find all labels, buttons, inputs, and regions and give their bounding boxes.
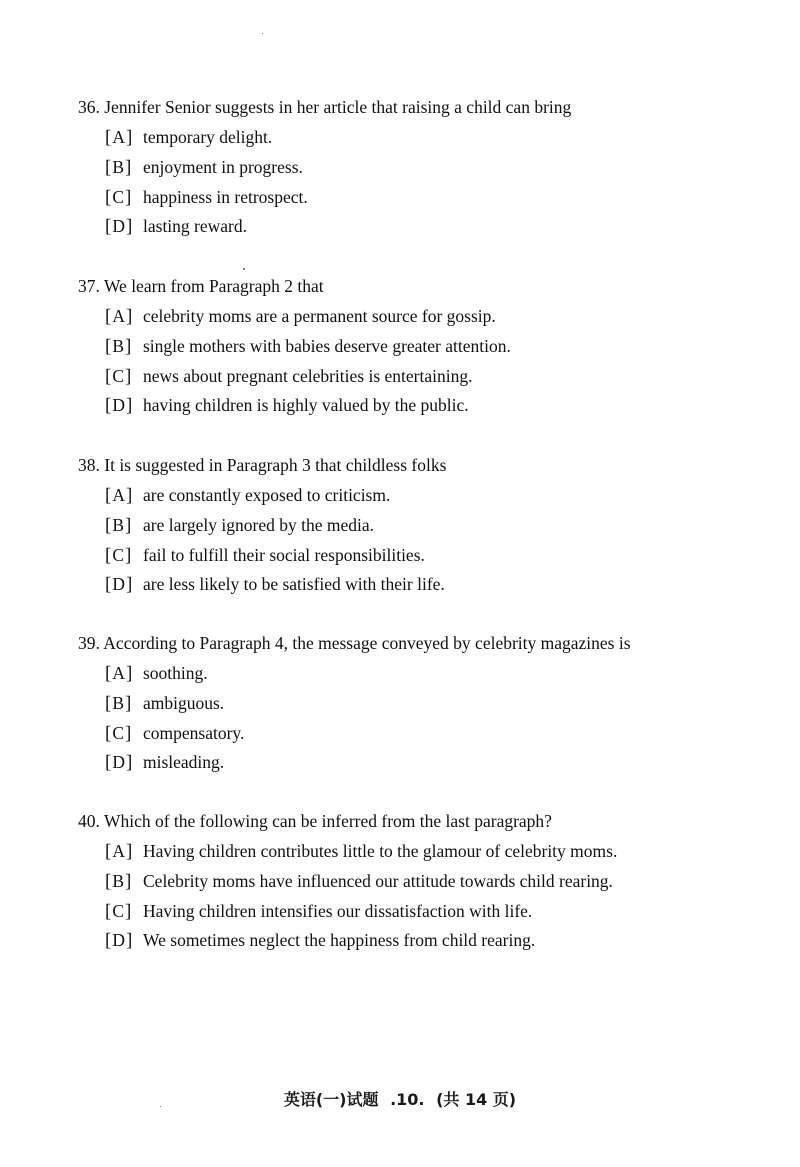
option-text: temporary delight. bbox=[143, 127, 273, 147]
option-c bbox=[105, 365, 768, 395]
option-letter: [B] bbox=[105, 335, 133, 357]
option-c bbox=[105, 544, 768, 574]
option-text: lasting reward. bbox=[143, 216, 247, 237]
question-37 bbox=[78, 275, 768, 424]
option-c bbox=[105, 900, 768, 930]
option-text: are less likely to be satisfied with their life. bbox=[143, 574, 445, 595]
question-38 bbox=[78, 454, 768, 603]
question-number: 38. bbox=[78, 455, 100, 475]
option-text: Having children intensifies our dissatisfaction with life. bbox=[143, 900, 533, 921]
question-stem bbox=[78, 454, 768, 484]
option-text: Celebrity moms have influenced our attitude towards child rearing. bbox=[143, 870, 613, 891]
question-number: 39. bbox=[78, 633, 100, 653]
option-d bbox=[105, 215, 768, 245]
option-letter: [C] bbox=[105, 900, 133, 922]
option-text: news about pregnant celebrities is entertaining. bbox=[143, 365, 473, 386]
option-text: misleading. bbox=[143, 752, 225, 773]
option-text: Having children contributes little to the glamour of celebrity moms. bbox=[143, 841, 618, 861]
question-text: We learn from Paragraph 2 that bbox=[103, 276, 324, 296]
scan-speck bbox=[262, 33, 263, 34]
option-text: ambiguous. bbox=[143, 692, 225, 713]
option-text: We sometimes neglect the happiness from child rearing. bbox=[143, 930, 536, 951]
question-text: It is suggested in Paragraph 3 that childless folks bbox=[104, 455, 447, 475]
question-39 bbox=[78, 632, 768, 781]
option-d bbox=[105, 573, 768, 603]
question-stem bbox=[78, 275, 768, 305]
option-letter: [A] bbox=[105, 485, 134, 506]
option-letter: [D] bbox=[105, 930, 134, 952]
question-number: 36. bbox=[78, 97, 100, 117]
option-text: having children is highly valued by the public. bbox=[143, 395, 469, 416]
question-number: 40. bbox=[78, 811, 100, 831]
option-text: compensatory. bbox=[143, 722, 245, 743]
question-text: Jennifer Senior suggests in her article that raising a child can bring bbox=[104, 97, 572, 117]
option-b bbox=[105, 514, 768, 544]
option-b bbox=[105, 156, 768, 186]
option-text: happiness in retrospect. bbox=[143, 186, 308, 207]
option-d bbox=[105, 394, 768, 424]
option-letter: [D] bbox=[105, 574, 134, 596]
question-36 bbox=[78, 96, 768, 245]
scan-speck bbox=[243, 268, 245, 270]
option-text: enjoyment in progress. bbox=[143, 156, 303, 177]
option-letter: [D] bbox=[105, 752, 134, 774]
question-stem bbox=[78, 810, 768, 840]
option-letter: [C] bbox=[105, 365, 133, 387]
option-text: fail to fulfill their social responsibilities. bbox=[143, 544, 425, 565]
option-letter: [D] bbox=[105, 395, 134, 417]
option-d bbox=[105, 751, 768, 781]
question-text: Which of the following can be inferred from the last paragraph? bbox=[103, 811, 552, 831]
question-stem bbox=[78, 96, 768, 126]
option-letter: [B] bbox=[105, 156, 133, 178]
option-letter: [C] bbox=[105, 722, 133, 744]
option-letter: [A] bbox=[105, 306, 134, 327]
option-letter: [A] bbox=[105, 663, 134, 684]
footer-total-pages: (共 14 页) bbox=[436, 1090, 517, 1109]
question-stem bbox=[78, 632, 768, 662]
option-a bbox=[105, 126, 768, 156]
option-text: are largely ignored by the media. bbox=[143, 514, 374, 535]
option-b bbox=[105, 870, 768, 900]
question-text: According to Paragraph 4, the message conveyed by celebrity magazines is bbox=[103, 633, 631, 653]
question-number: 37. bbox=[78, 276, 100, 296]
option-a bbox=[105, 305, 768, 335]
option-d bbox=[105, 929, 768, 959]
option-text: are constantly exposed to criticism. bbox=[143, 485, 391, 505]
option-a bbox=[105, 840, 768, 870]
option-b bbox=[105, 692, 768, 722]
option-text: celebrity moms are a permanent source for gossip. bbox=[143, 306, 496, 326]
option-c bbox=[105, 186, 768, 216]
option-a bbox=[105, 662, 768, 692]
option-b bbox=[105, 335, 768, 365]
option-c bbox=[105, 722, 768, 752]
footer-subject: 英语(一)试题 bbox=[283, 1090, 379, 1109]
option-letter: [B] bbox=[105, 870, 133, 892]
option-letter: [B] bbox=[105, 514, 133, 536]
option-a bbox=[105, 484, 768, 514]
option-letter: [B] bbox=[105, 692, 133, 714]
option-letter: [C] bbox=[105, 544, 133, 566]
option-text: single mothers with babies deserve greater attention. bbox=[143, 335, 511, 356]
question-40 bbox=[78, 810, 768, 959]
option-letter: [C] bbox=[105, 186, 133, 208]
page-footer bbox=[0, 1087, 800, 1110]
option-letter: [D] bbox=[105, 216, 134, 238]
option-text: soothing. bbox=[143, 663, 208, 683]
footer-page-number: .10. bbox=[390, 1090, 425, 1109]
option-letter: [A] bbox=[105, 127, 134, 148]
option-letter: [A] bbox=[105, 841, 134, 862]
